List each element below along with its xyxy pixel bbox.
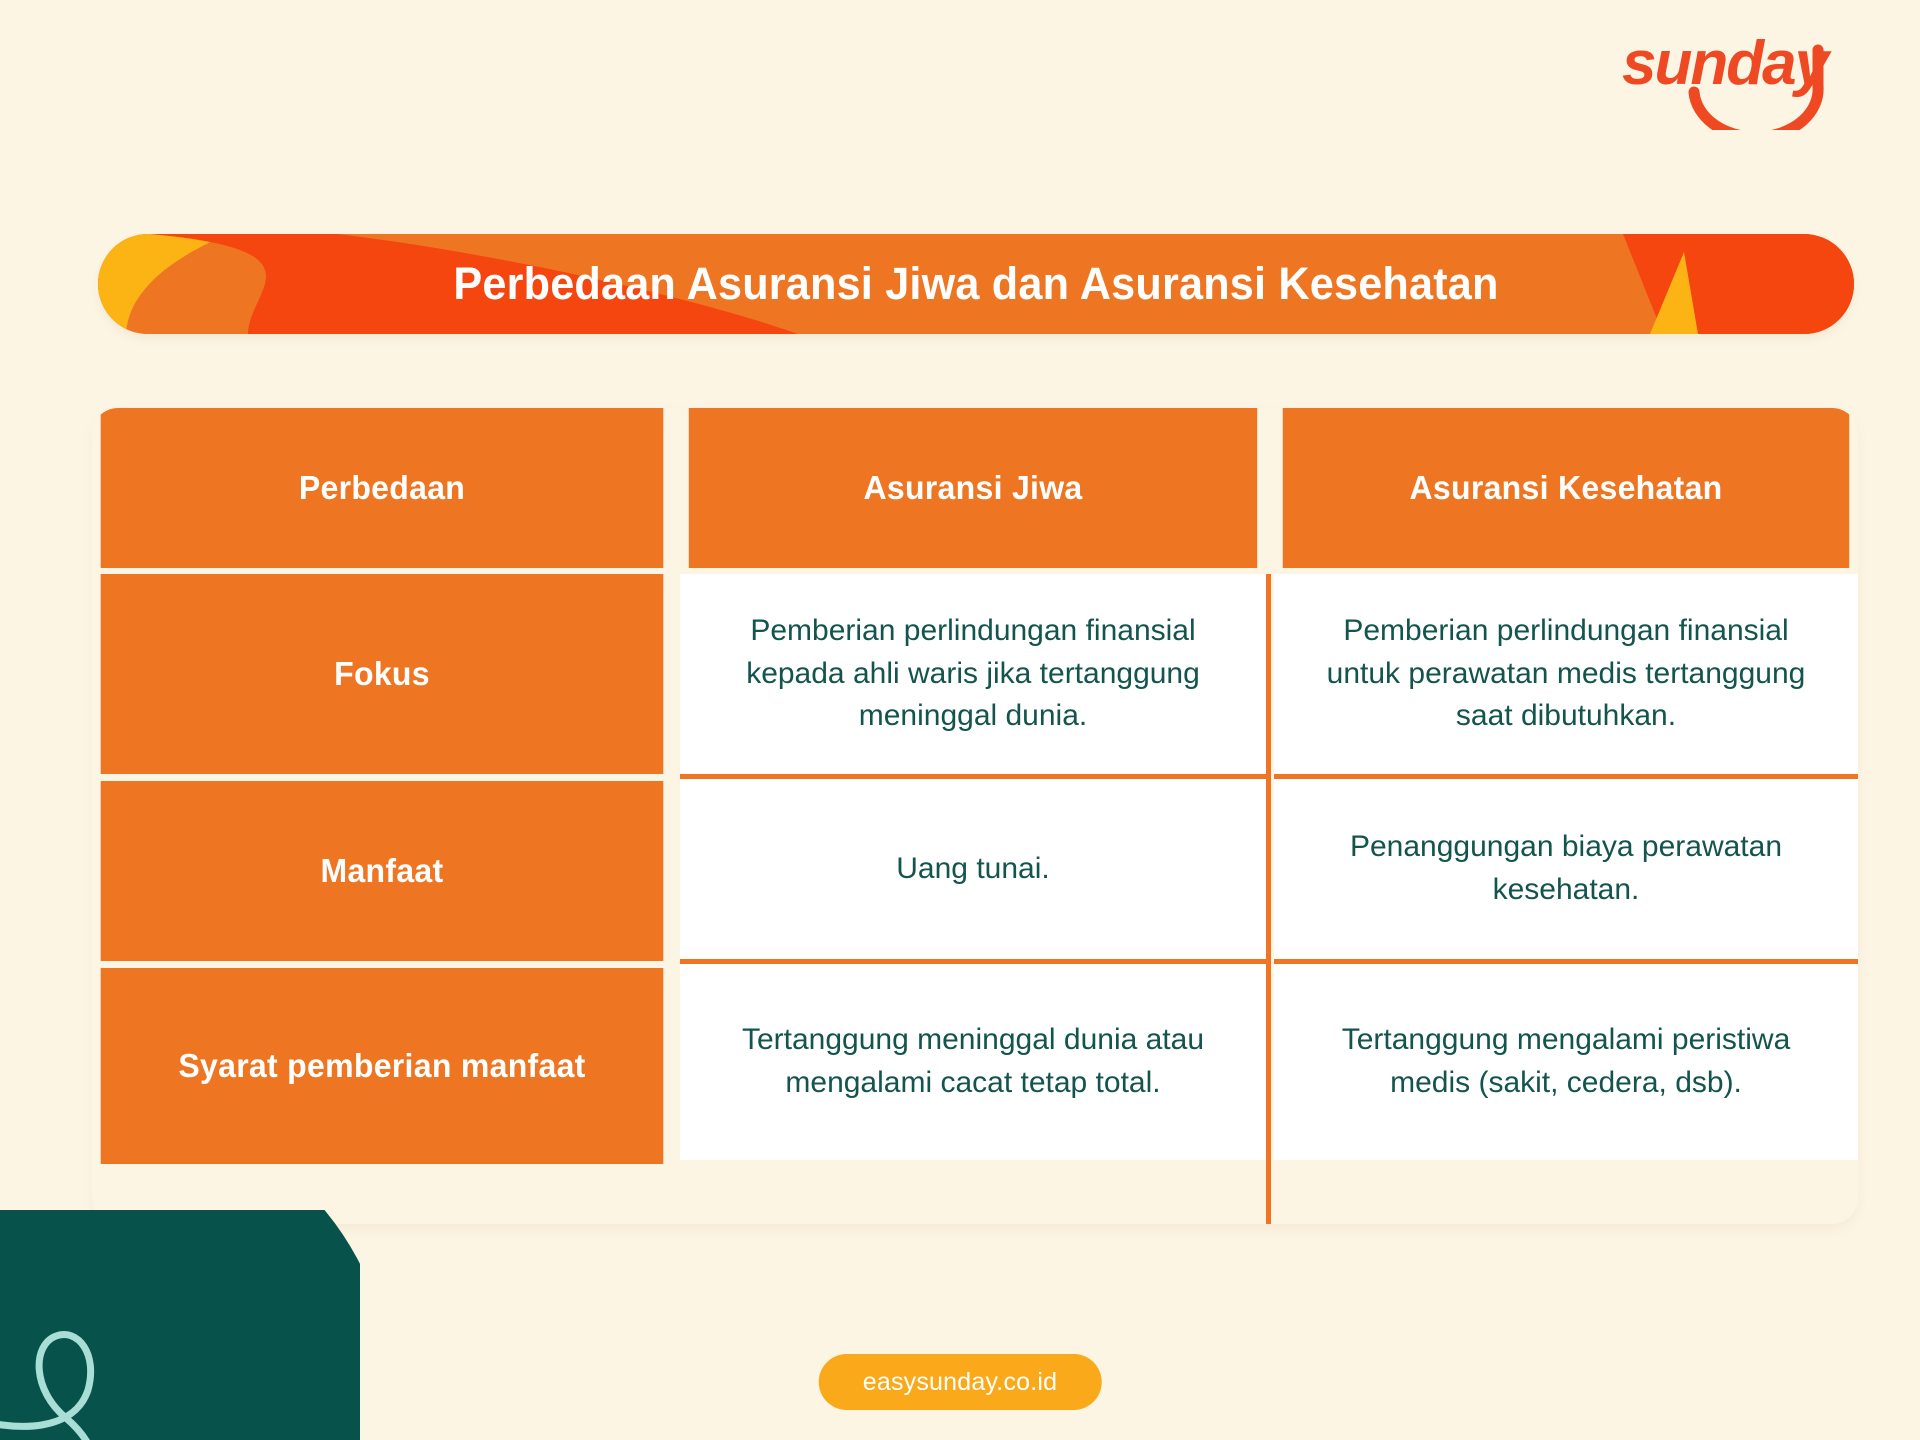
- cell-kesehatan-syarat: Tertanggung mengalami peristiwa medis (sakit, cedera, dsb).: [1274, 964, 1858, 1160]
- sunday-logo: [1622, 22, 1872, 130]
- table-header-asuransi-kesehatan: Asuransi Kesehatan: [1283, 408, 1849, 568]
- table-header-perbedaan: Perbedaan: [101, 408, 664, 568]
- cell-kesehatan-manfaat: Penanggungan biaya perawatan kesehatan.: [1274, 779, 1858, 959]
- column-gap: [672, 408, 680, 1224]
- table-column-asuransi-jiwa: [680, 408, 1266, 1224]
- table-header-asuransi-jiwa: Asuransi Jiwa: [689, 408, 1257, 568]
- header-column-gap: [1266, 408, 1274, 568]
- row-label-fokus: Fokus: [101, 574, 664, 774]
- comparison-table: [92, 408, 1858, 1224]
- cell-jiwa-manfaat: Uang tunai.: [680, 779, 1266, 959]
- website-url-label: easysunday.co.id: [862, 1367, 1058, 1396]
- cell-jiwa-fokus: Pemberian perlindungan finansial kepada ahli waris jika tertanggung meninggal dunia.: [680, 574, 1266, 774]
- mint-loop-icon: [0, 1250, 260, 1440]
- table-column-asuransi-kesehatan: [1274, 408, 1858, 1224]
- table-column-perbedaan: [92, 408, 672, 1224]
- row-gap: [92, 961, 672, 968]
- row-label-manfaat: Manfaat: [101, 781, 664, 961]
- website-url-pill[interactable]: [819, 1354, 1102, 1410]
- row-label-syarat: Syarat pemberian manfaat: [101, 968, 664, 1164]
- bottom-left-decoration: [0, 1210, 360, 1440]
- cell-kesehatan-fokus: Pemberian perlindungan finansial untuk perawatan medis tertanggung saat dibutuhkan.: [1274, 574, 1858, 774]
- cell-jiwa-syarat: Tertanggung meninggal dunia atau mengalami cacat tetap total.: [680, 964, 1266, 1160]
- column-divider-group: [1266, 408, 1274, 1224]
- teal-circle-blob: [0, 1210, 360, 1440]
- banner-title: Perbedaan Asuransi Jiwa dan Asuransi Kesehatan: [453, 258, 1499, 309]
- vertical-divider: [1266, 574, 1271, 1224]
- svg-text:sunday: sunday: [1622, 29, 1828, 98]
- row-gap: [92, 774, 672, 781]
- title-banner: [98, 234, 1854, 334]
